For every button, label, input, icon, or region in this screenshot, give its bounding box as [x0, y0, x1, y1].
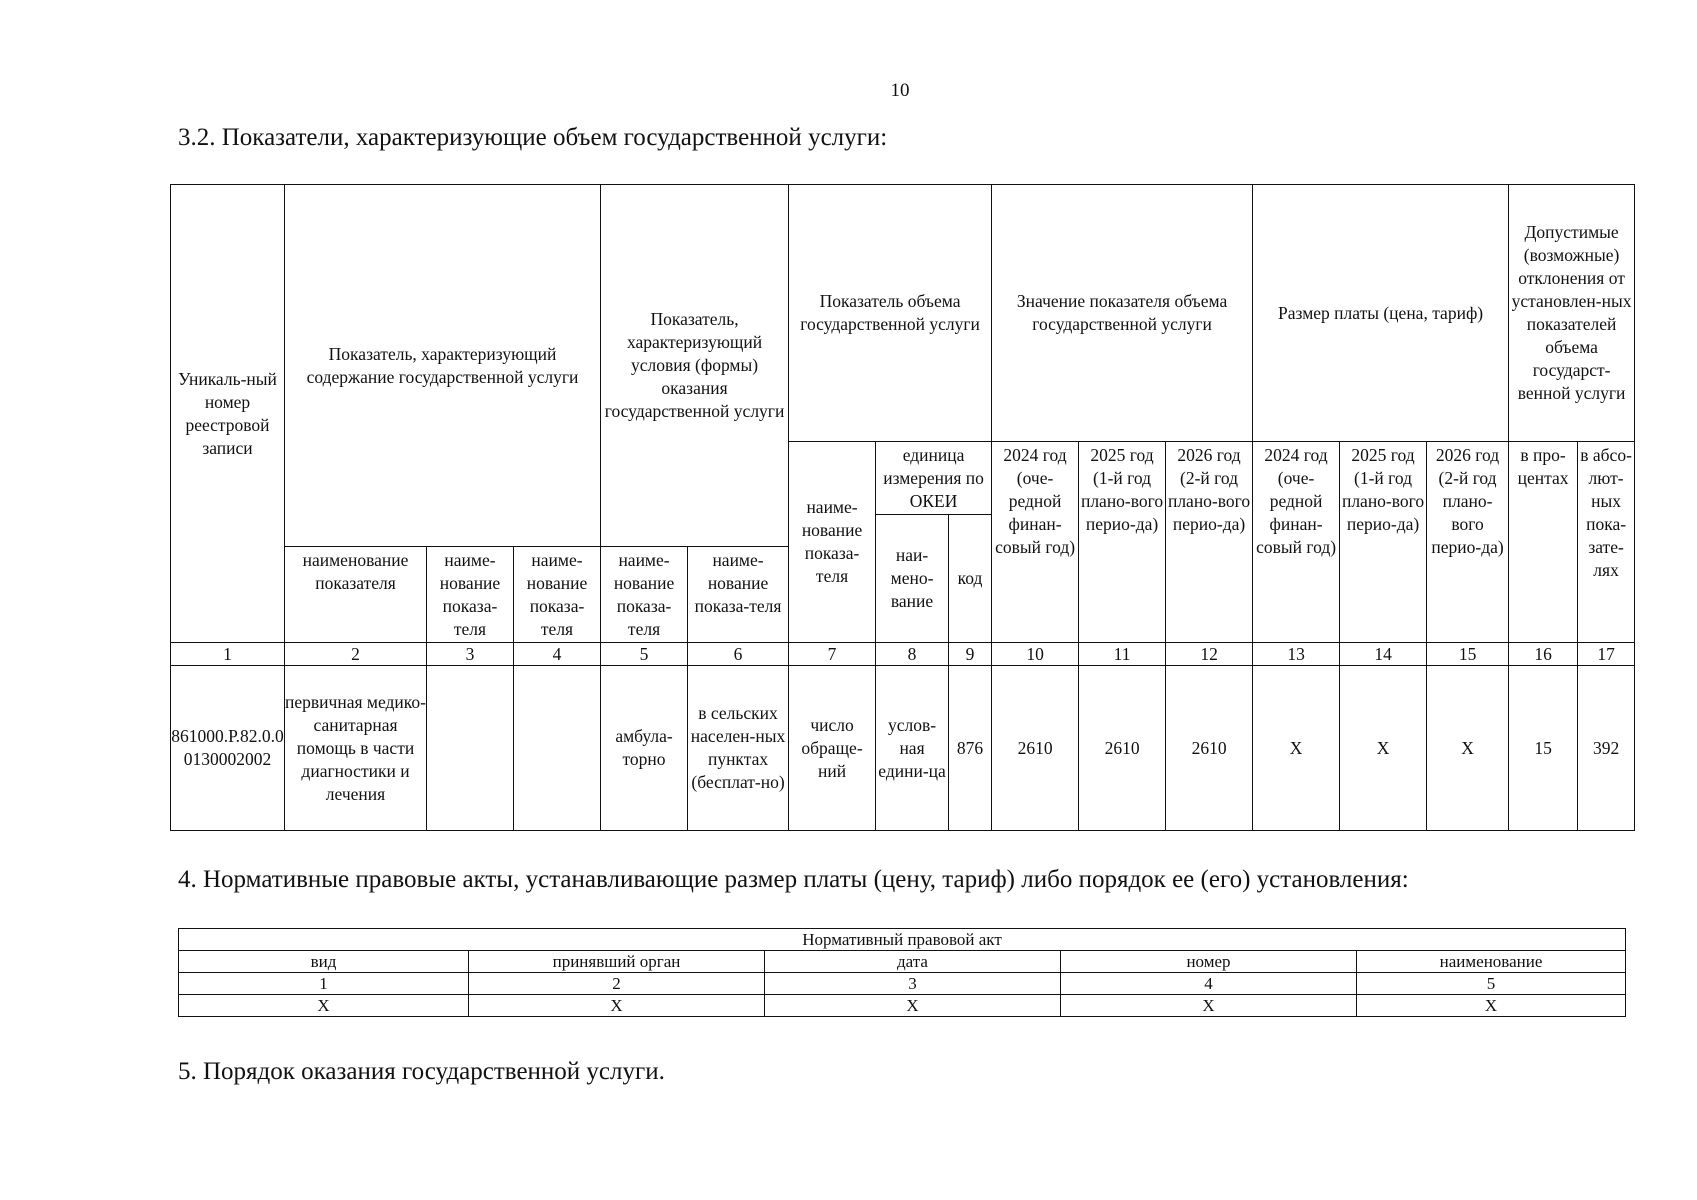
column-header-date: дата: [765, 951, 1061, 973]
col-num: 13: [1253, 643, 1340, 666]
header-deviation-percent: в про-центах: [1509, 442, 1578, 643]
col-num: 2: [469, 973, 765, 995]
header-volume-indicator: Показатель объема государственной услуги: [789, 185, 992, 442]
header-indicator-name-7: наиме-нование показа-теля: [789, 442, 876, 643]
value-2026: 2610: [1166, 666, 1253, 831]
legal-act-type: X: [179, 995, 469, 1017]
deviation-absolute: 392: [1578, 666, 1635, 831]
header-deviation: Допустимые (возможные) отклонения от установлен-ных показателей объема государст-венной услуги: [1509, 185, 1635, 442]
col-num: 5: [601, 643, 688, 666]
col-num: 5: [1357, 973, 1626, 995]
header-volume-value: Значение показателя объема государственной услуги: [992, 185, 1253, 442]
table-row: [179, 995, 1626, 1017]
header-volume-2025: 2025 год (1-й год плано-вого перио-да): [1079, 442, 1166, 643]
condition-indicator-2: в сельских населен-ных пунктах (бесплат-но): [688, 666, 789, 831]
deviation-percent: 15: [1509, 666, 1578, 831]
column-header-authority: принявший орган: [469, 951, 765, 973]
header-fee: Размер платы (цена, тариф): [1253, 185, 1509, 442]
col-num: 7: [789, 643, 876, 666]
header-fee-2026: 2026 год (2-й год плано-вого перио-да): [1427, 442, 1509, 643]
content-indicator-2: [427, 666, 514, 831]
unit-name: услов-ная едини-ца: [876, 666, 949, 831]
volume-indicators-table: [170, 184, 1635, 831]
col-num: 16: [1509, 643, 1578, 666]
header-volume-2024: 2024 год (оче-редной финан-совый год): [992, 442, 1079, 643]
legal-act-authority: X: [469, 995, 765, 1017]
header-unit-okei: единица измерения по ОКЕИ: [876, 442, 992, 515]
column-header-name: наименование: [1357, 951, 1626, 973]
legal-act-name: X: [1357, 995, 1626, 1017]
col-num: 1: [171, 643, 285, 666]
indicator-name: число обраще-ний: [789, 666, 876, 831]
col-num: 3: [765, 973, 1061, 995]
col-num: 14: [1340, 643, 1427, 666]
header-condition-indicator: Показатель, характеризующий условия (формы) оказания государственной услуги: [601, 185, 789, 547]
col-num: 4: [514, 643, 601, 666]
section-3-2-title: 3.2. Показатели, характеризующие объем государственной услуги:: [178, 124, 888, 151]
header-indicator-name-5: наиме-нование показа-теля: [601, 547, 688, 643]
header-fee-2025: 2025 год (1-й год плано-вого перио-да): [1340, 442, 1427, 643]
fee-2026: X: [1427, 666, 1509, 831]
column-header-type: вид: [179, 951, 469, 973]
header-deviation-absolute: в абсо-лют-ных пока-зате-лях: [1578, 442, 1635, 643]
value-2025: 2610: [1079, 666, 1166, 831]
col-num: 17: [1578, 643, 1635, 666]
fee-2024: X: [1253, 666, 1340, 831]
fee-2025: X: [1340, 666, 1427, 831]
header-indicator-name-6: наиме-нование показа-теля: [688, 547, 789, 643]
col-num: 10: [992, 643, 1079, 666]
col-num: 15: [1427, 643, 1509, 666]
legal-act-header: Нормативный правовой акт: [179, 929, 1626, 951]
col-num: 1: [179, 973, 469, 995]
page-number: 10: [890, 80, 910, 101]
col-num: 9: [949, 643, 992, 666]
value-2024: 2610: [992, 666, 1079, 831]
header-unit-code: код: [949, 515, 992, 643]
col-num: 12: [1166, 643, 1253, 666]
legal-act-number: X: [1061, 995, 1357, 1017]
header-indicator-name-2: наименование показателя: [285, 547, 427, 643]
header-volume-2026: 2026 год (2-й год плано-вого перио-да): [1166, 442, 1253, 643]
col-num: 2: [285, 643, 427, 666]
col-num: 4: [1061, 973, 1357, 995]
section-4-title: 4. Нормативные правовые акты, устанавливающие размер платы (цену, тариф) либо порядок ее (его) установления:: [178, 866, 1409, 893]
col-num: 6: [688, 643, 789, 666]
header-unit-name: наи-мено-вание: [876, 515, 949, 643]
unit-code: 876: [949, 666, 992, 831]
section-5-title: 5. Порядок оказания государственной услуги.: [178, 1058, 665, 1085]
header-indicator-name-4: наиме-нование показа-теля: [514, 547, 601, 643]
col-num: 11: [1079, 643, 1166, 666]
legal-acts-table: [178, 928, 1626, 1017]
content-indicator-1: первичная медико-санитарная помощь в части диагностики и лечения: [285, 666, 427, 831]
table-row: [171, 666, 1635, 831]
column-header-number: номер: [1061, 951, 1357, 973]
registry-number: 861000.Р.82.0.00130002002: [171, 666, 285, 831]
header-registry: Уникаль-ный номер реестровой записи: [171, 185, 285, 643]
col-num: 3: [427, 643, 514, 666]
column-number-row: [171, 643, 1635, 666]
condition-indicator-1: амбула-торно: [601, 666, 688, 831]
header-indicator-name-3: наиме-нование показа-теля: [427, 547, 514, 643]
col-num: 8: [876, 643, 949, 666]
header-content-indicator: Показатель, характеризующий содержание государственной услуги: [285, 185, 601, 547]
header-fee-2024: 2024 год (оче-редной финан-совый год): [1253, 442, 1340, 643]
content-indicator-3: [514, 666, 601, 831]
legal-act-date: X: [765, 995, 1061, 1017]
